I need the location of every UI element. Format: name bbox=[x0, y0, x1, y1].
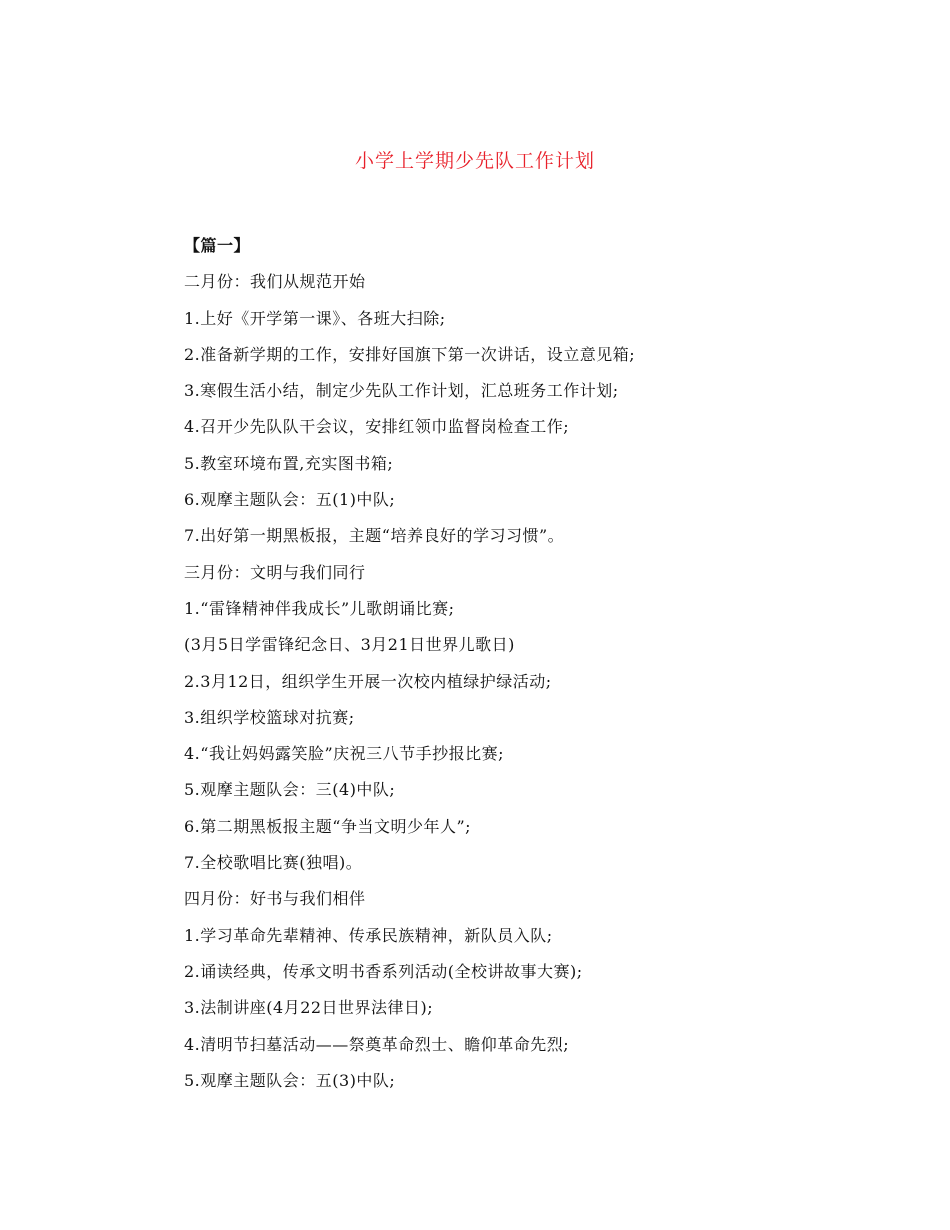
plan-item: 5.教室环境布置,充实图书箱; bbox=[184, 453, 394, 473]
month-heading-april: 四月份：好书与我们相伴 bbox=[184, 889, 366, 909]
plan-item: 7.全校歌唱比赛(独唱)。 bbox=[184, 853, 363, 873]
document-title: 小学上学期少先队工作计划 bbox=[354, 150, 595, 172]
plan-item: 1.学习革命先辈精神、传承民族精神，新队员入队; bbox=[184, 925, 553, 945]
month-heading-march: 三月份：文明与我们同行 bbox=[184, 562, 366, 582]
plan-item-note: (3月5日学雷锋纪念日、3月21日世界儿歌日) bbox=[184, 635, 515, 655]
plan-item: 5.观摩主题队会：三(4)中队; bbox=[184, 780, 396, 800]
plan-item: 2.诵读经典，传承文明书香系列活动(全校讲故事大赛); bbox=[184, 961, 583, 981]
plan-item: 3.组织学校篮球对抗赛; bbox=[184, 707, 355, 727]
plan-item: 4.召开少先队队干会议，安排红领巾监督岗检查工作; bbox=[184, 417, 570, 437]
plan-item: 1.“雷锋精神伴我成长”儿歌朗诵比赛; bbox=[184, 598, 455, 618]
document-body bbox=[184, 228, 804, 1099]
plan-item: 4.“我让妈妈露笑脸”庆祝三八节手抄报比赛; bbox=[184, 744, 505, 764]
plan-item: 6.第二期黑板报主题“争当文明少年人”; bbox=[184, 816, 472, 836]
plan-item: 3.法制讲座(4月22日世界法律日); bbox=[184, 998, 434, 1018]
plan-item: 2.3月12日，组织学生开展一次校内植绿护绿活动; bbox=[184, 671, 552, 691]
section-label: 【篇一】 bbox=[184, 236, 251, 255]
plan-item: 7.出好第一期黑板报，主题“培养良好的学习习惯”。 bbox=[184, 526, 565, 546]
plan-item: 4.清明节扫墓活动——祭奠革命烈士、瞻仰革命先烈; bbox=[184, 1034, 570, 1054]
month-heading-february: 二月份：我们从规范开始 bbox=[184, 272, 366, 292]
plan-item: 1.上好《开学第一课》、各班大扫除; bbox=[184, 308, 446, 328]
plan-item: 3.寒假生活小结，制定少先队工作计划，汇总班务工作计划; bbox=[184, 381, 619, 401]
plan-item: 6.观摩主题队会：五(1)中队; bbox=[184, 490, 396, 510]
plan-item: 5.观摩主题队会：五(3)中队; bbox=[184, 1070, 396, 1090]
plan-item: 2.准备新学期的工作，安排好国旗下第一次讲话，设立意见箱; bbox=[184, 344, 636, 364]
